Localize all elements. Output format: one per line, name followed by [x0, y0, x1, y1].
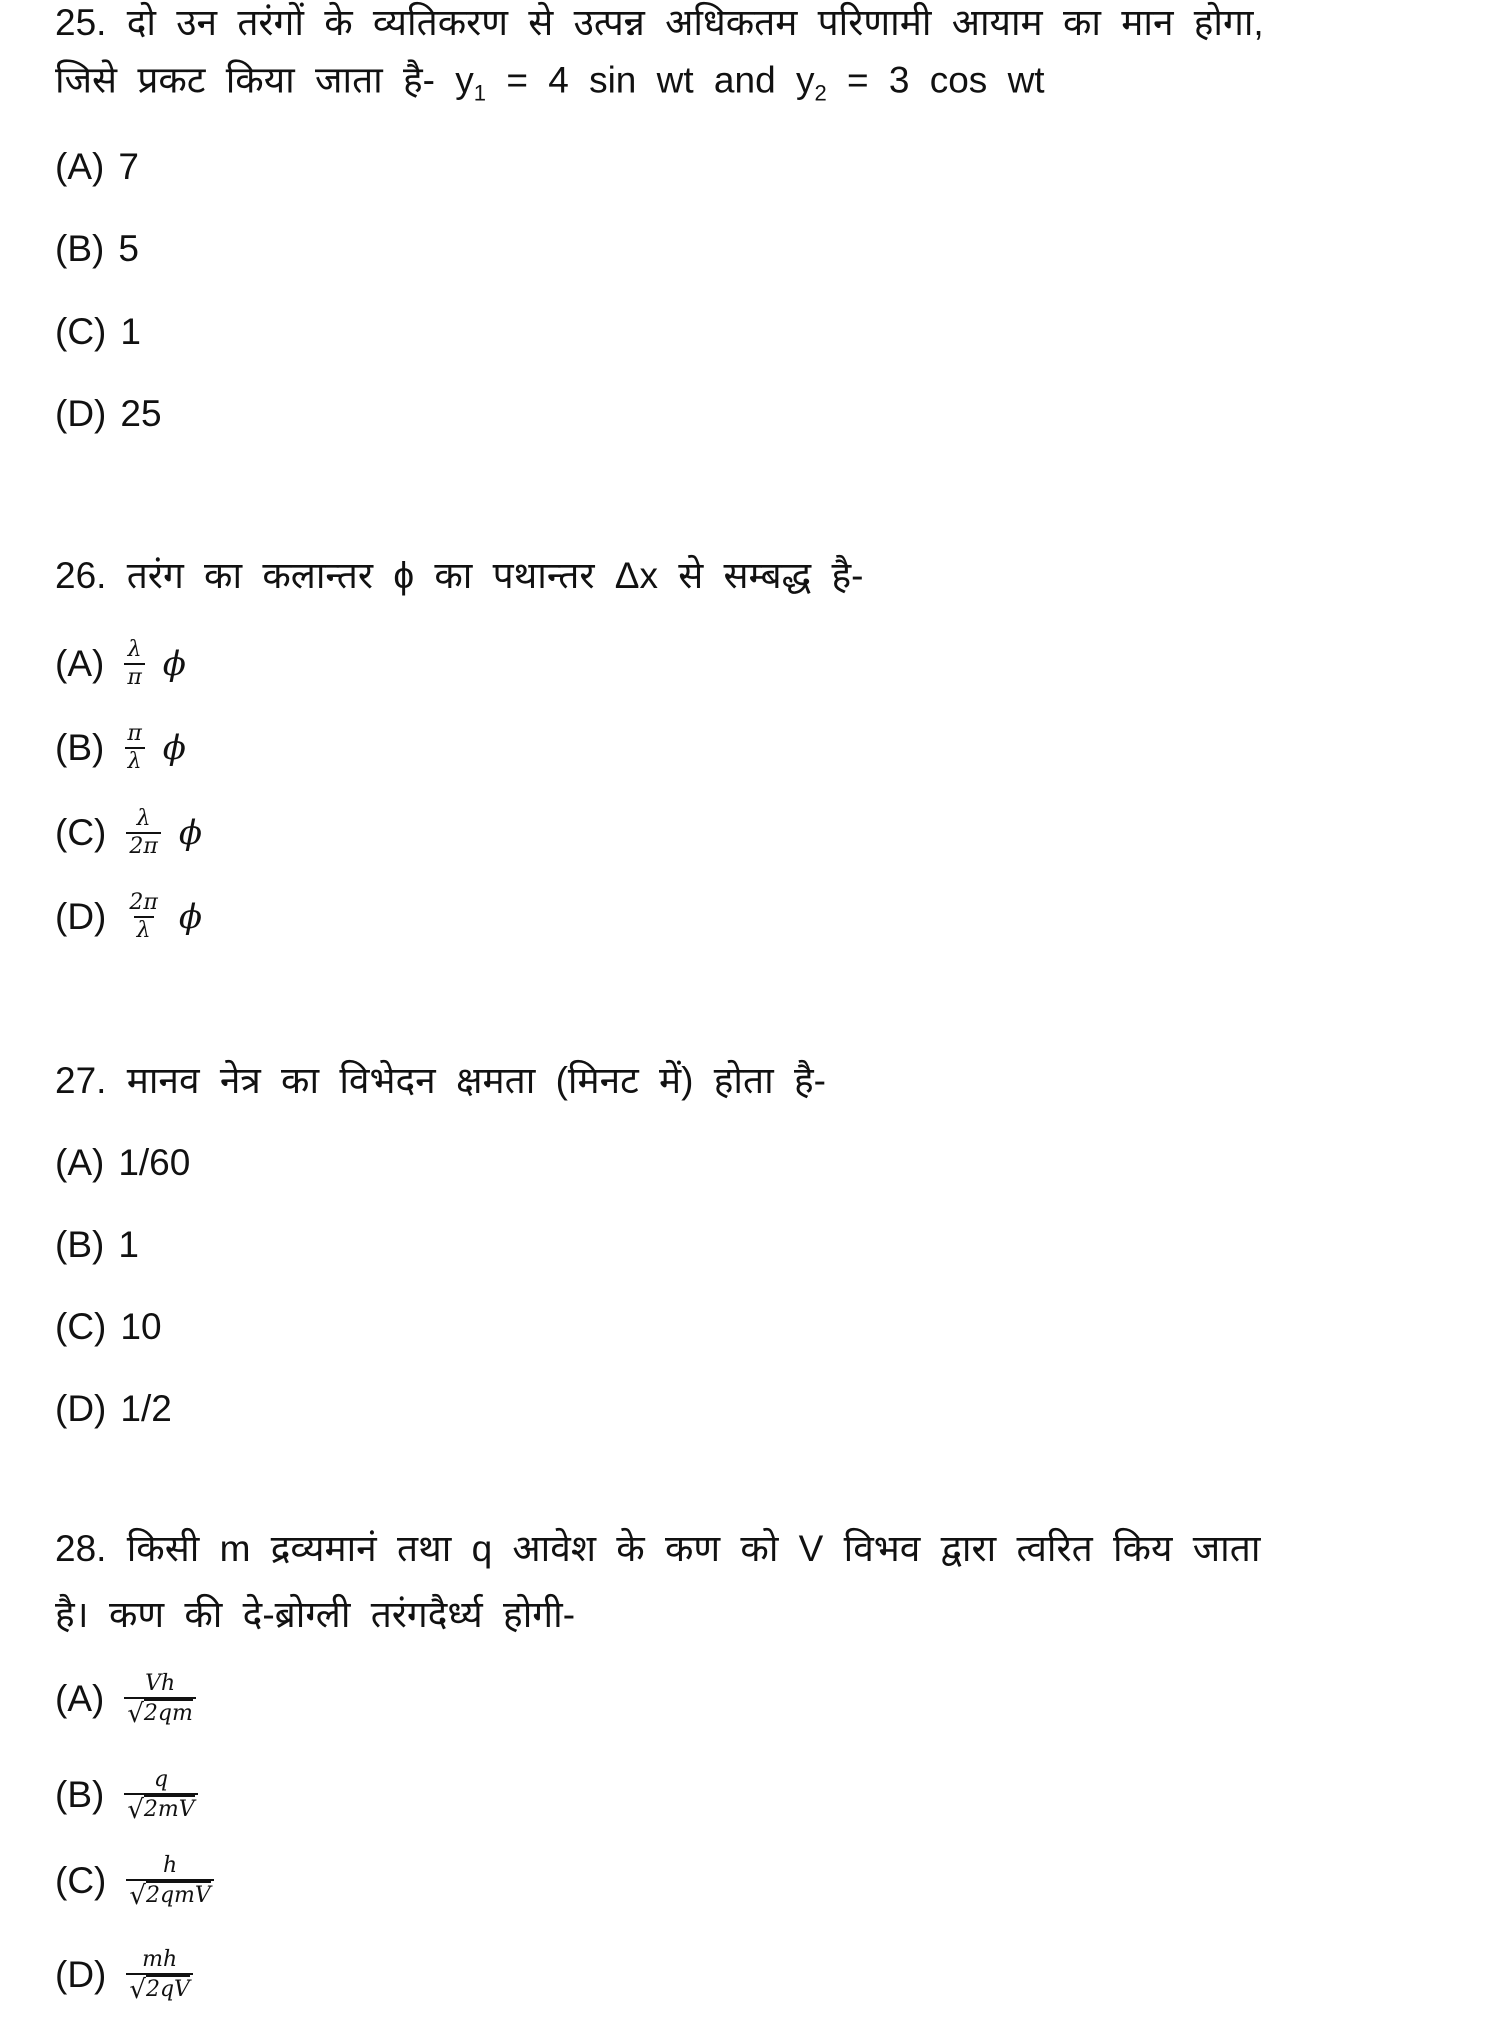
text: (C)	[55, 1860, 107, 1901]
text: किसी m द्रव्यमानं तथा q आवेश के कण को V विभव द्वारा त्वरित किय जाता	[126, 1528, 1261, 1569]
text: ϕ	[178, 813, 203, 853]
text: = 3 cos wt	[826, 59, 1045, 101]
text: ϕ	[162, 644, 186, 684]
text: 5	[118, 228, 139, 269]
text: ϕ	[162, 728, 186, 768]
option-d[interactable]	[55, 1387, 172, 1431]
text: 2qm	[143, 1701, 193, 1726]
text: (A)	[55, 643, 105, 684]
text: 25	[120, 393, 162, 434]
text: π	[124, 663, 144, 691]
text: q	[153, 1767, 169, 1792]
text: π	[127, 721, 142, 746]
text: 2mV	[143, 1797, 195, 1822]
text: (D)	[55, 1954, 107, 1995]
text: mh	[142, 1947, 178, 1972]
question-27-line-1	[55, 1059, 826, 1103]
text: 2qmV	[145, 1883, 211, 1908]
fraction: mh √ 2qV	[126, 1947, 193, 2003]
text: 2	[814, 80, 827, 106]
question-28-line-1	[55, 1527, 1260, 1571]
fraction: h √ 2qmV	[126, 1853, 213, 1909]
text: λ	[134, 916, 154, 944]
fraction: q √ 2mV	[124, 1767, 197, 1823]
fraction	[126, 890, 160, 944]
text: 1	[473, 80, 487, 106]
option-d[interactable]	[55, 392, 162, 436]
fraction	[124, 721, 144, 775]
option-c[interactable]	[55, 1305, 162, 1349]
text: = 4 sin wt and	[486, 59, 796, 101]
text: (D)	[55, 1388, 107, 1429]
text: 27.	[55, 1060, 107, 1101]
text: 2qV	[145, 1977, 190, 2002]
text: λ	[125, 747, 145, 775]
option-b[interactable]	[55, 721, 186, 775]
fraction	[124, 637, 144, 691]
text: Vh	[145, 1671, 176, 1696]
text: (D)	[55, 393, 107, 434]
option-b[interactable]	[55, 1767, 198, 1823]
option-d[interactable]	[55, 890, 202, 944]
option-b[interactable]	[55, 227, 139, 271]
text: (A)	[55, 146, 105, 187]
text: (B)	[55, 727, 105, 768]
question-number: 25.	[55, 2, 107, 43]
text: 28.	[55, 1528, 107, 1569]
text: λ	[136, 806, 151, 831]
fraction	[126, 806, 160, 860]
option-c[interactable]	[55, 310, 141, 354]
option-a[interactable]	[55, 145, 139, 189]
option-c[interactable]	[55, 806, 202, 860]
question-text: जिसे प्रकट किया जाता है-	[55, 59, 436, 101]
text: (A)	[55, 1678, 105, 1719]
option-a[interactable]	[55, 1141, 190, 1185]
option-b[interactable]	[55, 1223, 139, 1267]
text: 10	[120, 1306, 162, 1347]
question-26-line-1	[55, 554, 864, 598]
option-a[interactable]	[55, 637, 186, 691]
text: 1/2	[120, 1388, 172, 1429]
text: तरंग का कलान्तर ϕ का पथान्तर Δx से सम्बद्ध है-	[126, 555, 864, 596]
text: (C)	[55, 812, 107, 853]
text: λ	[127, 637, 142, 662]
text: y	[455, 59, 474, 101]
equation	[455, 59, 1045, 106]
text: 26.	[55, 555, 107, 596]
option-c[interactable]	[55, 1853, 214, 1909]
question-25-line-2	[55, 58, 1045, 115]
text: 7	[118, 146, 139, 187]
text: (C)	[55, 1306, 107, 1347]
text: 1	[120, 311, 141, 352]
text: h	[163, 1853, 178, 1878]
text: (D)	[55, 896, 107, 937]
text: 2π	[126, 832, 160, 860]
text: (B)	[55, 1774, 105, 1815]
text: 2π	[129, 890, 158, 915]
question-text: दो उन तरंगों के व्यतिकरण से उत्पन्न अधिकतम परिणामी आयाम का मान होगा,	[126, 2, 1264, 43]
text: ϕ	[178, 897, 203, 937]
text: मानव नेत्र का विभेदन क्षमता (मिनट में) होता है-	[126, 1060, 826, 1101]
question-25-line-1	[55, 1, 1264, 45]
option-d[interactable]	[55, 1947, 193, 2003]
option-a[interactable]	[55, 1671, 196, 1727]
text: (A)	[55, 1142, 105, 1183]
text: (C)	[55, 311, 107, 352]
text: 1	[118, 1224, 139, 1265]
text: 1/60	[118, 1142, 191, 1183]
question-28-line-2	[55, 1593, 575, 1637]
text: (B)	[55, 1224, 105, 1265]
text: y	[795, 59, 815, 101]
fraction: Vh √ 2qm	[124, 1671, 196, 1727]
text: है। कण की दे-ब्रोग्ली तरंगदैर्ध्य होगी-	[55, 1594, 576, 1635]
text: (B)	[55, 228, 105, 269]
